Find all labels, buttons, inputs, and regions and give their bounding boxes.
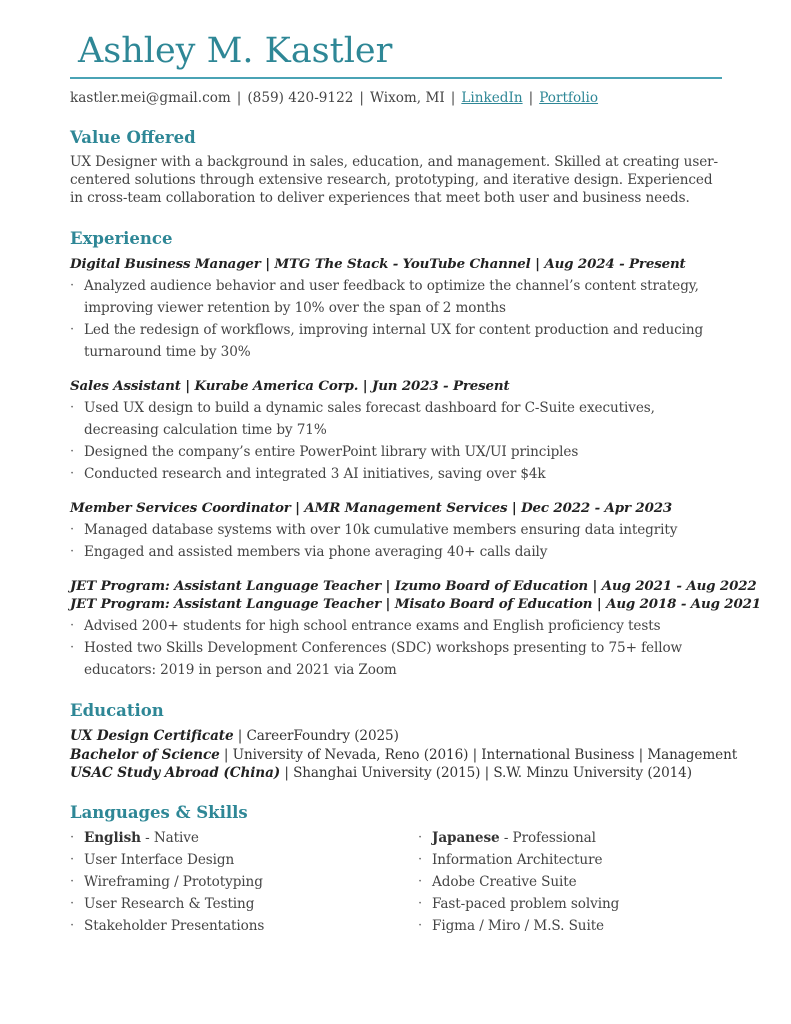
portfolio-link[interactable]: Portfolio <box>539 90 599 106</box>
job-bullet-text: Engaged and assisted members via phone averaging 40+ calls daily <box>84 544 548 560</box>
bullet-dot: · <box>70 640 75 655</box>
job-bullets <box>70 397 722 485</box>
bullet-dot: · <box>70 466 75 481</box>
skill-text: Adobe Creative Suite <box>432 873 577 890</box>
separator: | <box>450 90 456 106</box>
bullet-dot: · <box>418 829 423 845</box>
candidate-name: Ashley M. Kastler <box>78 31 393 71</box>
job-bullet-text: Conducted research and integrated 3 AI initiatives, saving over $4k <box>84 466 546 482</box>
skill-item <box>418 915 718 937</box>
value-offered-heading: Value Offered <box>70 128 196 147</box>
skill-text: User Interface Design <box>84 851 235 868</box>
job-bullet-text: Managed database systems with over 10k cumulative members ensuring data integrity <box>84 522 678 538</box>
job-title: JET Program: Assistant Language Teacher | Izumo Board of Education | Aug 2021 - Aug 2022 <box>70 578 757 594</box>
job-title: Member Services Coordinator | AMR Management Services | Dec 2022 - Apr 2023 <box>70 500 673 516</box>
job-bullet-text: Used UX design to build a dynamic sales forecast dashboard for C-Suite executives, decreasing calculation time by 71% <box>84 400 655 438</box>
job-entry <box>70 255 722 363</box>
skill-language: Japanese <box>432 829 500 846</box>
skill-text: Information Architecture <box>432 851 603 868</box>
value-offered-text: UX Designer with a background in sales, education, and management. Skilled at creating user-centered solutions through extensive research, prototyping, and iterative design. Experienced in cross-team collaboration to deliver experiences that meet both user and business needs. <box>70 154 719 206</box>
job-bullet <box>70 615 722 637</box>
job-bullet-text: Led the redesign of workflows, improving internal UX for content production and reducing turnaround time by 30% <box>84 322 704 360</box>
job-entry <box>70 377 722 485</box>
education-details: | CareerFoundry (2025) <box>233 728 399 744</box>
job-entry <box>70 499 722 563</box>
skills-left-column <box>70 827 418 937</box>
skills-heading: Languages & Skills <box>70 802 248 822</box>
job-title: JET Program: Assistant Language Teacher | Misato Board of Education | Aug 2018 - Aug 2021 <box>70 596 761 612</box>
education-details: | University of Nevada, Reno (2016) | International Business | Management <box>219 746 738 763</box>
bullet-dot: · <box>70 400 75 415</box>
separator: | <box>236 90 242 106</box>
bullet-dot: · <box>70 917 75 933</box>
skill-language: English <box>84 829 141 846</box>
skill-item <box>70 827 418 849</box>
job-bullet <box>70 319 722 363</box>
separator: | <box>528 90 534 106</box>
separator: | <box>359 90 364 106</box>
job-bullet <box>70 637 722 681</box>
bullet-dot: · <box>418 851 423 867</box>
job-bullet <box>70 441 722 463</box>
job-bullet-text: Analyzed audience behavior and user feedback to optimize the channel’s content strategy, improving viewer retention by 10% over the span of 2 months <box>84 278 699 316</box>
skill-text: Fast-paced problem solving <box>432 895 620 912</box>
resume-page <box>70 0 761 937</box>
skill-item <box>70 893 418 915</box>
skill-text: - Professional <box>499 829 596 846</box>
phone-text: (859) 420-9122 <box>247 90 354 106</box>
job-title: Sales Assistant | Kurabe America Corp. | Jun 2023 - Present <box>70 378 510 394</box>
skill-text: User Research & Testing <box>84 895 255 912</box>
job-bullet <box>70 463 722 485</box>
bullet-dot: · <box>70 278 75 293</box>
education-name: USAC Study Abroad (China) <box>70 765 281 781</box>
location-text: Wixom, MI <box>369 90 445 106</box>
bullet-dot: · <box>418 895 423 911</box>
bullet-dot: · <box>70 322 75 337</box>
job-bullets <box>70 275 722 363</box>
skill-text: Stakeholder Presentations <box>84 917 265 934</box>
job-bullet-text: Designed the company’s entire PowerPoint library with UX/UI principles <box>84 444 579 460</box>
job-bullet <box>70 397 722 441</box>
skills-right-column <box>418 827 718 937</box>
bullet-dot: · <box>70 522 75 537</box>
education-name: Bachelor of Science <box>70 746 220 763</box>
skill-item <box>418 827 718 849</box>
education-entry <box>70 746 738 765</box>
skill-text: Figma / Miro / M.S. Suite <box>432 917 605 934</box>
skill-text: - Native <box>140 829 199 846</box>
skill-item <box>418 849 718 871</box>
education-entry <box>70 727 722 746</box>
bullet-dot: · <box>70 895 75 911</box>
bullet-dot: · <box>70 444 75 459</box>
skill-item <box>418 893 718 915</box>
job-bullet-text: Hosted two Skills Development Conferences (SDC) workshops presenting to 75+ fellow educators: 2019 in person and 2021 via Zoom <box>84 640 683 678</box>
experience-list <box>70 255 761 681</box>
education-name: UX Design Certificate <box>70 728 234 744</box>
experience-heading: Experience <box>70 229 173 248</box>
job-bullet <box>70 541 722 563</box>
job-bullet <box>70 519 722 541</box>
bullet-dot: · <box>70 851 75 867</box>
education-details: | Shanghai University (2015) | S.W. Minzu University (2014) <box>280 765 692 781</box>
bullet-dot: · <box>70 618 75 633</box>
linkedin-link[interactable]: LinkedIn <box>461 90 523 106</box>
contact-line <box>70 89 722 107</box>
job-title: Digital Business Manager | MTG The Stack - YouTube Channel | Aug 2024 - Present <box>70 256 686 272</box>
skills-grid <box>70 827 722 937</box>
email-text: kastler.mei@gmail.com <box>70 90 231 106</box>
skill-item <box>70 871 418 893</box>
job-bullet-text: Advised 200+ students for high school entrance exams and English proficiency tests <box>84 618 661 634</box>
education-heading: Education <box>70 701 164 720</box>
education-list <box>70 727 738 783</box>
job-entry <box>70 577 761 681</box>
job-bullet <box>70 275 722 319</box>
bullet-dot: · <box>418 917 423 933</box>
skill-item <box>70 915 418 937</box>
bullet-dot: · <box>70 544 75 559</box>
bullet-dot: · <box>70 873 75 889</box>
skill-item <box>70 849 418 871</box>
bullet-dot: · <box>70 829 75 845</box>
skill-text: Wireframing / Prototyping <box>84 873 263 890</box>
job-bullets <box>70 519 722 563</box>
bullet-dot: · <box>418 873 423 889</box>
header-divider <box>70 77 722 79</box>
education-entry <box>70 764 722 783</box>
job-bullets <box>70 615 722 681</box>
skill-item <box>418 871 718 893</box>
